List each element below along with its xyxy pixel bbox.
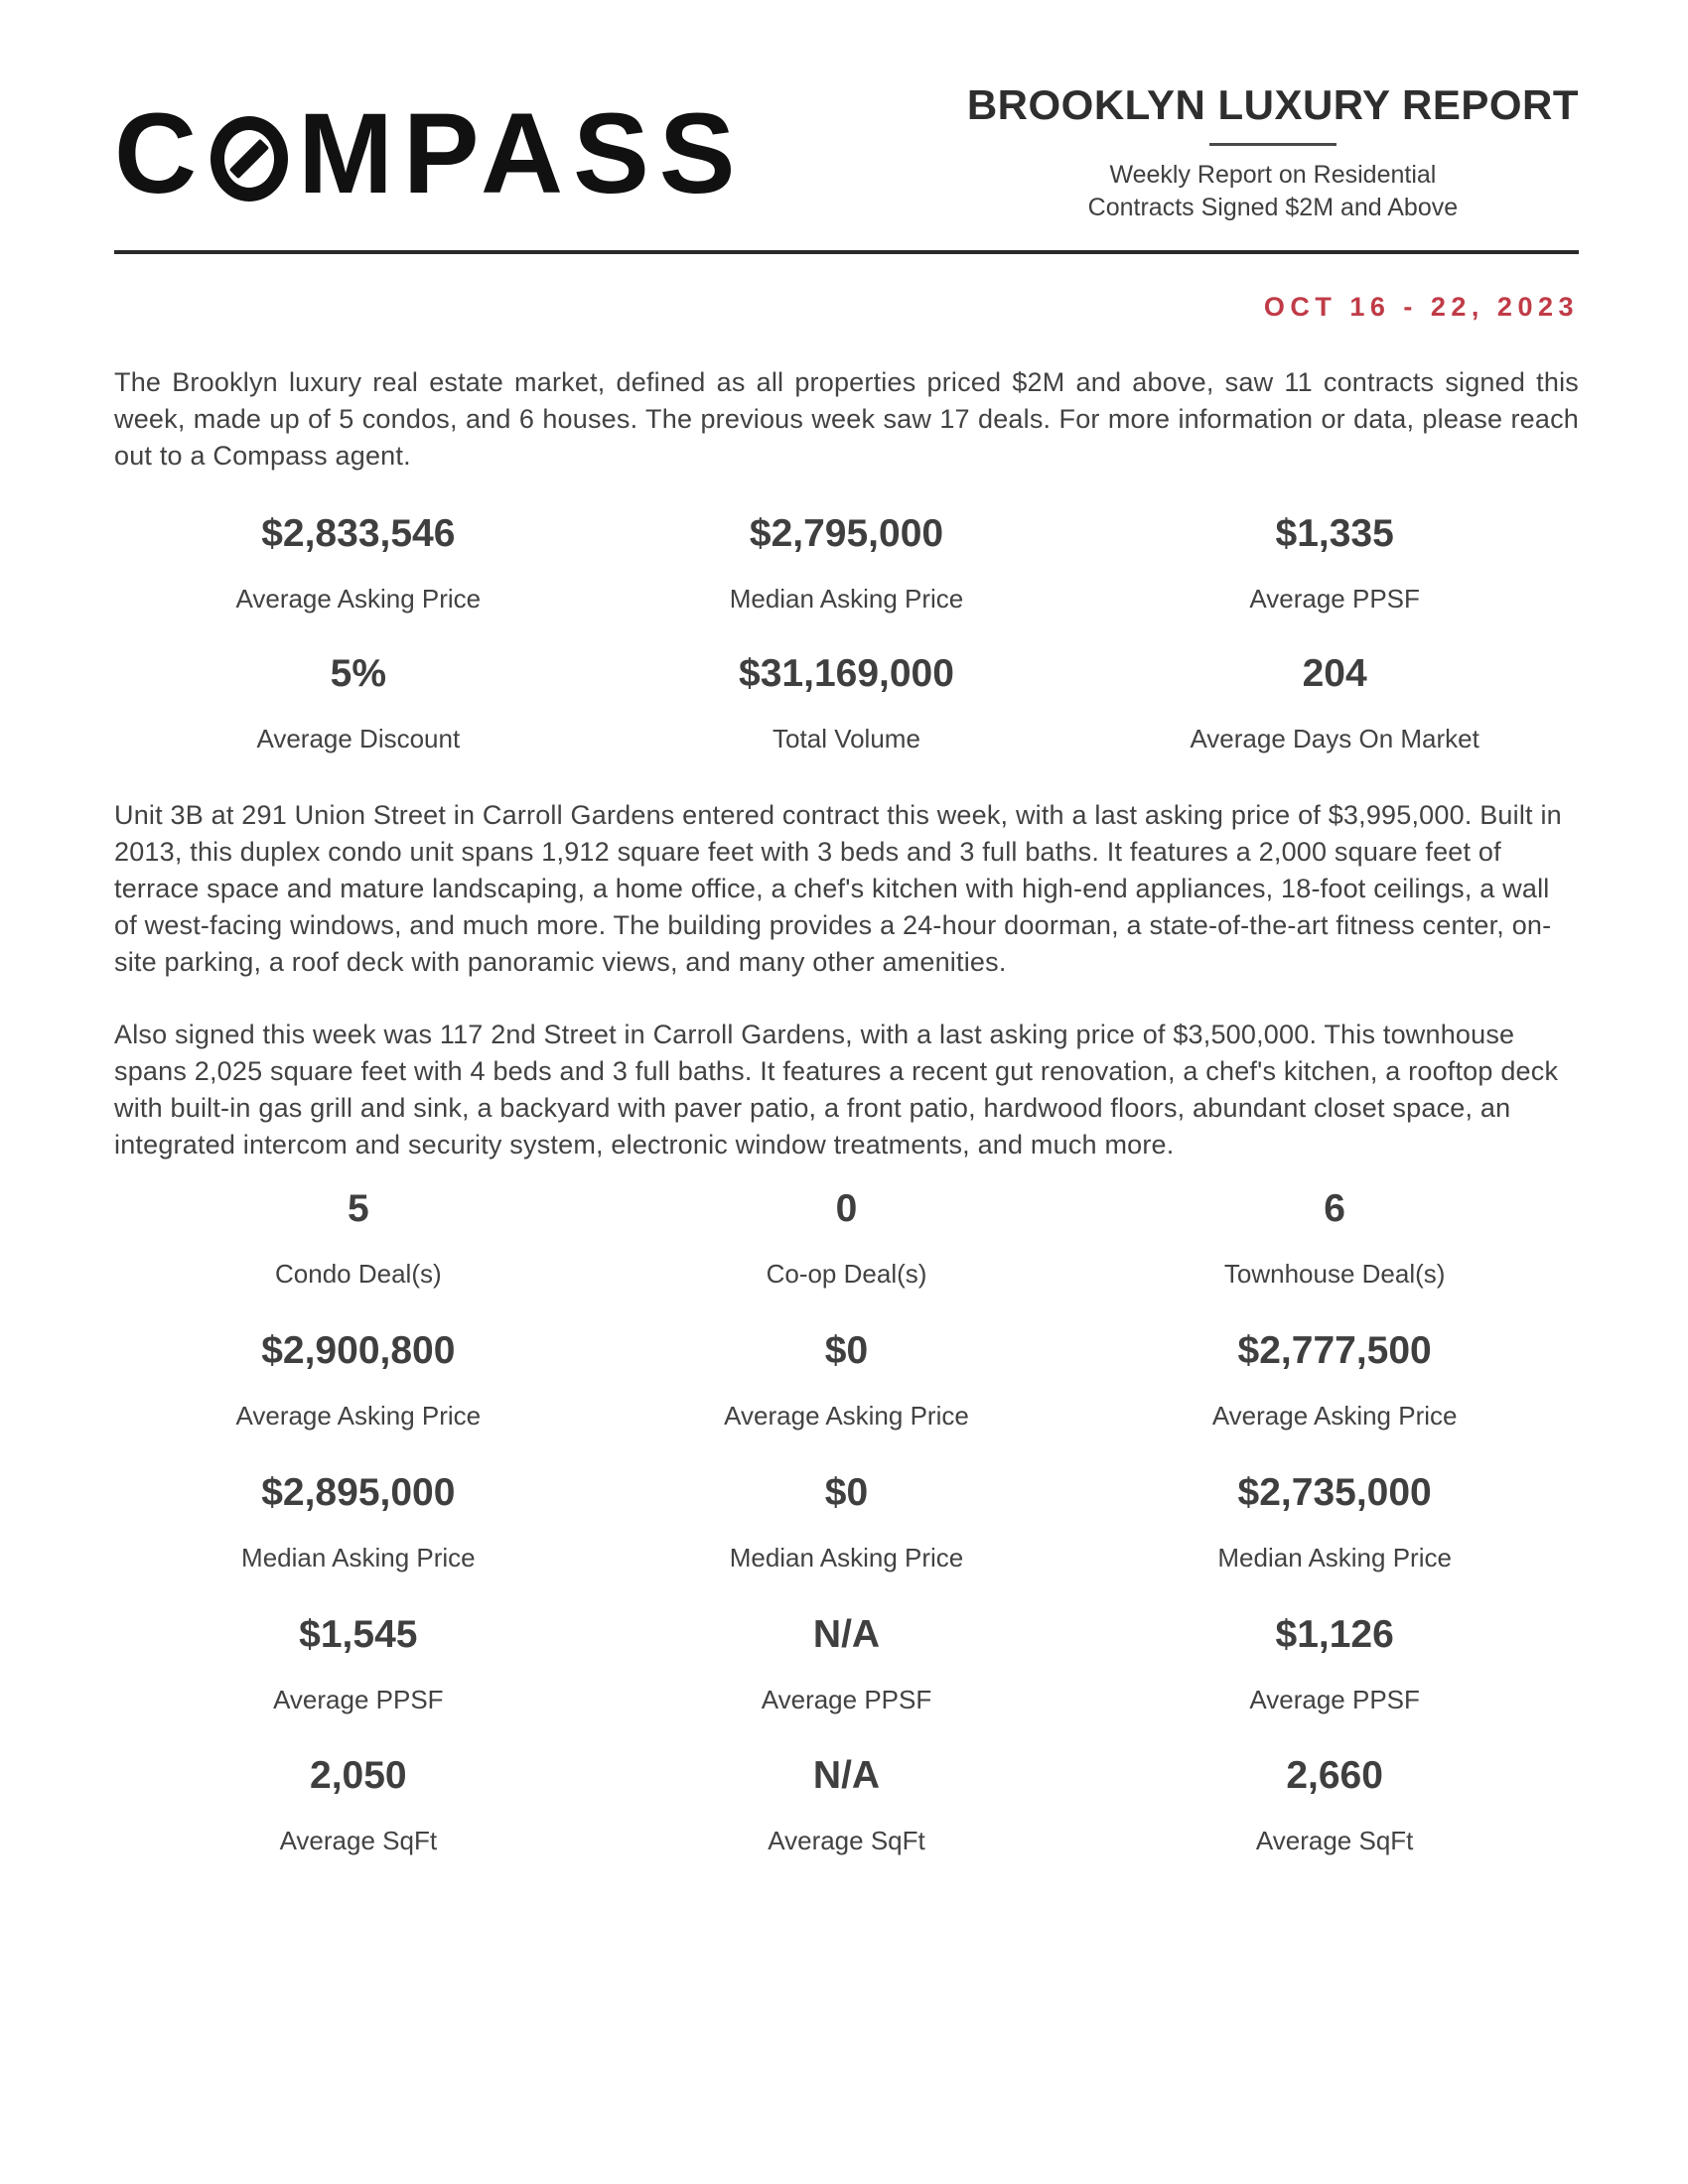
stat-condo-median-asking-price [114, 1471, 603, 1573]
stat-condo-average-sqft [114, 1754, 603, 1856]
stat-label: Average SqFt [279, 1826, 438, 1856]
stat-average-discount [114, 652, 603, 754]
compass-needle-icon [229, 139, 269, 179]
date-range: OCT 16 - 22, 2023 [1263, 292, 1579, 322]
stat-label: Average SqFt [768, 1826, 925, 1856]
stat-condo-average-ppsf [114, 1613, 603, 1715]
report-subtitle-line1: Weekly Report on Residential [1109, 161, 1437, 189]
stat-value: 0 [835, 1187, 858, 1231]
stat-label: Median Asking Price [729, 1542, 964, 1572]
stat-value: N/A [812, 1754, 881, 1798]
stat-value: $0 [824, 1470, 869, 1514]
logo-letter-c: C [114, 90, 208, 217]
stat-label: Average PPSF [761, 1684, 932, 1714]
stat-label: Average Asking Price [235, 1401, 482, 1432]
stat-label: Co-op Deal(s) [766, 1259, 927, 1290]
stat-value: 204 [1302, 651, 1367, 695]
stat-value: 5 [347, 1187, 369, 1231]
stat-value: $1,545 [299, 1612, 418, 1656]
stat-label: Median Asking Price [729, 583, 964, 614]
stat-value: $2,735,000 [1237, 1470, 1432, 1514]
stat-label: Median Asking Price [1217, 1542, 1452, 1572]
stat-value: $2,895,000 [261, 1470, 456, 1514]
stat-label: Median Asking Price [241, 1542, 476, 1572]
intro-paragraph: The Brooklyn luxury real estate market, defined as all properties priced $2M and above, saw 11 contracts signed this week, made up of 5 condos, and 6 houses. The previous week saw 17 deals. For more information or data, please reach out to a Compass agent. [114, 367, 1579, 471]
stat-value: $1,335 [1275, 512, 1394, 555]
header-rule [114, 250, 1579, 254]
stat-label: Average Asking Price [235, 583, 482, 614]
stat-value: $0 [824, 1329, 869, 1373]
summary-stats-grid [114, 512, 1579, 753]
stat-label: Townhouse Deal(s) [1223, 1259, 1446, 1290]
stat-label: Average Discount [256, 723, 461, 753]
stat-townhouse-average-asking-price [1090, 1329, 1579, 1432]
stat-median-asking-price [603, 512, 1091, 614]
stat-label: Average PPSF [1249, 583, 1420, 614]
compass-o-icon [211, 116, 288, 202]
condo-highlight-paragraph: Unit 3B at 291 Union Street in Carroll Gardens entered contract this week, with a last asking price of $3,995,000. Built in 2013, this duplex condo unit spans 1,912 square feet with 3 beds and 3 full baths. It features a 2,000 square feet of terrace space and mature landscaping, a home office, a chef's kitchen with high-end appliances, 18-foot ceilings, a wall of west-facing windows, and much more. The building provides a 24-hour doorman, a state-of-the-art fitness center, on-site parking, a roof deck with panoramic views, and many other amenities. [114, 800, 1562, 978]
report-title: BROOKLYN LUXURY REPORT [966, 81, 1579, 128]
stat-value: $2,795,000 [749, 512, 944, 555]
logo-letters-mpass: MPASS [298, 90, 746, 217]
masthead [966, 81, 1579, 224]
townhouse-highlight-paragraph: Also signed this week was 117 2nd Street in Carroll Gardens, with a last asking price of $3,500,000. This townhouse spans 2,025 square feet with 4 beds and 3 full baths. It features a recent gut renovation, a chef's kitchen, a rooftop deck with built-in gas grill and sink, a backyard with paver patio, a front patio, hardwood floors, abundant closet space, an integrated intercom and security system, electronic window treatments, and much more. [114, 1020, 1559, 1160]
stat-label: Total Volume [773, 723, 920, 753]
stat-coop-deals [603, 1187, 1091, 1290]
stat-value: 2,660 [1286, 1754, 1383, 1798]
stat-value: 5% [330, 651, 387, 695]
stat-label: Average Asking Price [724, 1401, 969, 1432]
stat-townhouse-average-sqft [1090, 1754, 1579, 1856]
stat-value: $2,900,800 [261, 1329, 456, 1373]
report-subtitle-line2: Contracts Signed $2M and Above [1087, 194, 1459, 221]
stat-label: Average PPSF [273, 1684, 444, 1714]
stat-value: 6 [1324, 1187, 1345, 1231]
header [114, 0, 1579, 224]
compass-logo [114, 90, 746, 217]
stat-label: Average Asking Price [1211, 1401, 1458, 1432]
stat-townhouse-average-ppsf [1090, 1613, 1579, 1715]
stat-value: $1,126 [1275, 1612, 1394, 1656]
stat-value: N/A [812, 1612, 881, 1656]
stat-townhouse-deals [1090, 1187, 1579, 1290]
stat-average-asking-price [114, 512, 603, 614]
stat-value: $31,169,000 [739, 651, 954, 695]
stat-townhouse-median-asking-price [1090, 1471, 1579, 1573]
segment-stats-grid [114, 1187, 1579, 1856]
stat-total-volume [603, 652, 1091, 754]
stat-coop-average-asking-price [603, 1329, 1091, 1432]
stat-value: $2,777,500 [1237, 1329, 1432, 1373]
stat-coop-average-sqft [603, 1754, 1091, 1856]
stat-label: Average PPSF [1249, 1684, 1420, 1714]
stat-value: 2,050 [310, 1754, 407, 1798]
stat-condo-deals [114, 1187, 603, 1290]
stat-condo-average-asking-price [114, 1329, 603, 1432]
stat-average-days-on-market [1090, 652, 1579, 754]
stat-label: Average Days On Market [1190, 723, 1479, 753]
stat-label: Average SqFt [1255, 1826, 1414, 1856]
masthead-divider [1209, 143, 1336, 146]
stat-average-ppsf [1090, 512, 1579, 614]
stat-coop-median-asking-price [603, 1471, 1091, 1573]
stat-value: $2,833,546 [261, 512, 456, 555]
stat-label: Condo Deal(s) [275, 1259, 442, 1290]
stat-coop-average-ppsf [603, 1613, 1091, 1715]
